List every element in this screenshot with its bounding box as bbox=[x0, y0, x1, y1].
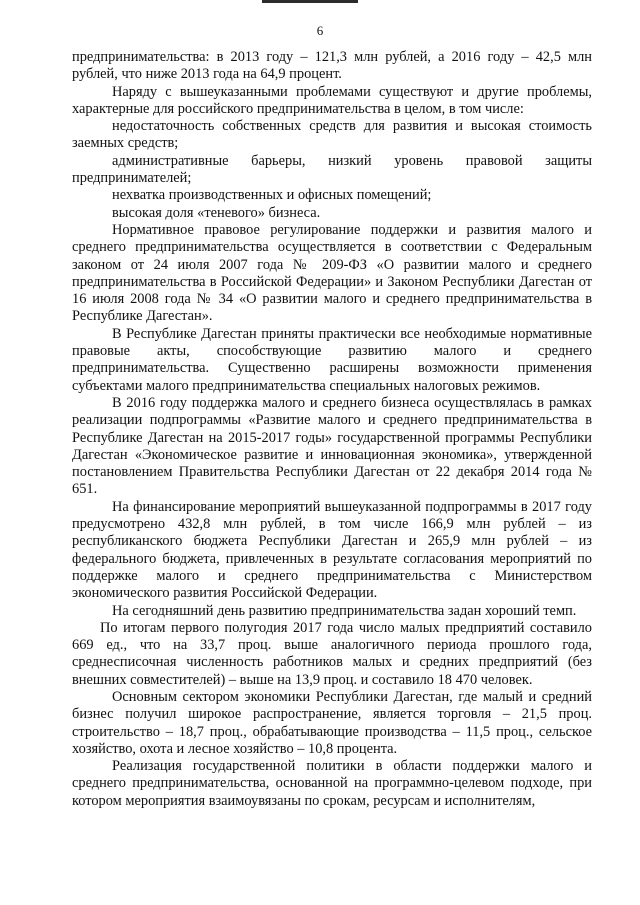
paragraph-7: Нормативное правовое регулирование поддержки и развития малого и среднего предпринимательства осуществляется в соответствии с Федеральным законом от 24 июля 2007 года № 209-ФЗ «О развитии малого и среднего предпринимательства в Российской Федерации» и Законом Республики Дагестан от 16 июля 2008 года № 34 «О развитии малого и среднего предпринимательства в Республике Дагестан». bbox=[72, 221, 592, 325]
paragraph-8: В Республике Дагестан приняты практически все необходимые нормативные правовые акты, способствующие развитию малого и среднего предпринимательства. Существенно расширены возможности применения субъектами малого предпринимательства специальных налоговых режимов. bbox=[72, 325, 592, 394]
paragraph-11: На сегодняшний день развитию предпринимательства задан хороший темп. bbox=[112, 602, 577, 619]
paragraph-2: Наряду с вышеуказанными проблемами существуют и другие проблемы, характерные для российского предпринимательства в целом, в том числе: bbox=[72, 83, 592, 117]
scan-artifact-mark bbox=[262, 0, 358, 3]
paragraph-4: административные барьеры, низкий уровень правовой защиты предпринимателей; bbox=[72, 152, 592, 187]
paragraph-5: нехватка производственных и офисных помещений; bbox=[112, 187, 432, 204]
paragraph-10: На финансирование мероприятий вышеуказанной подпрограммы в 2017 году предусмотрено 432,8 млн рублей, в том числе 166,9 млн рублей – из республиканского бюджета Республики Дагестан и 265,9 млн рублей – из федерального бюджета, привлеченных в результате согласования мероприятий по поддержке малого и среднего предпринимательства с Министерством экономического развития Российской Федерации. bbox=[72, 498, 592, 602]
paragraph-12: По итогам первого полугодия 2017 года число малых предприятий составило 669 ед., что на 33,7 проц. выше аналогичного периода прошлого года, среднесписочная численность работников малых и средних предприятий (без внешних совместителей) – выше на 13,9 проц. и составило 18 470 человек. bbox=[72, 619, 592, 688]
document-body bbox=[72, 49, 592, 810]
page-number: 6 bbox=[316, 23, 324, 38]
paragraph-14: Реализация государственной политики в области поддержки малого и среднего предпринимательства, основанной на программно-целевом подходе, при котором мероприятия взаимоувязаны по срокам, ресурсам и исполнителям, bbox=[72, 758, 592, 809]
paragraph-3: недостаточность собственных средств для развития и высокая стоимость заемных средств; bbox=[72, 118, 592, 152]
paragraph-9: В 2016 году поддержка малого и среднего бизнеса осуществлялась в рамках реализации подпрограммы «Развитие малого и среднего предпринимательства в Республике Дагестан на 2015-2017 годы» государственной программы Республики Дагестан «Экономическое развитие и инновационная экономика», утвержденной постановлением Правительства Республики Дагестан от 22 декабря 2014 года № 651. bbox=[72, 394, 592, 498]
paragraph-1: предпринимательства: в 2013 году – 121,3 млн рублей, а 2016 году – 42,5 млн рублей, что ниже 2013 года на 64,9 процент. bbox=[72, 49, 592, 83]
paragraph-6: высокая доля «теневого» бизнеса. bbox=[112, 204, 321, 221]
paragraph-13: Основным сектором экономики Республики Дагестан, где малый и средний бизнес получил широкое распространение, является торговля – 21,5 проц. строительство – 18,7 проц., обрабатывающие производства – 11,5 проц., сельское хозяйство, охота и лесное хозяйство – 10,8 процента. bbox=[72, 688, 592, 757]
